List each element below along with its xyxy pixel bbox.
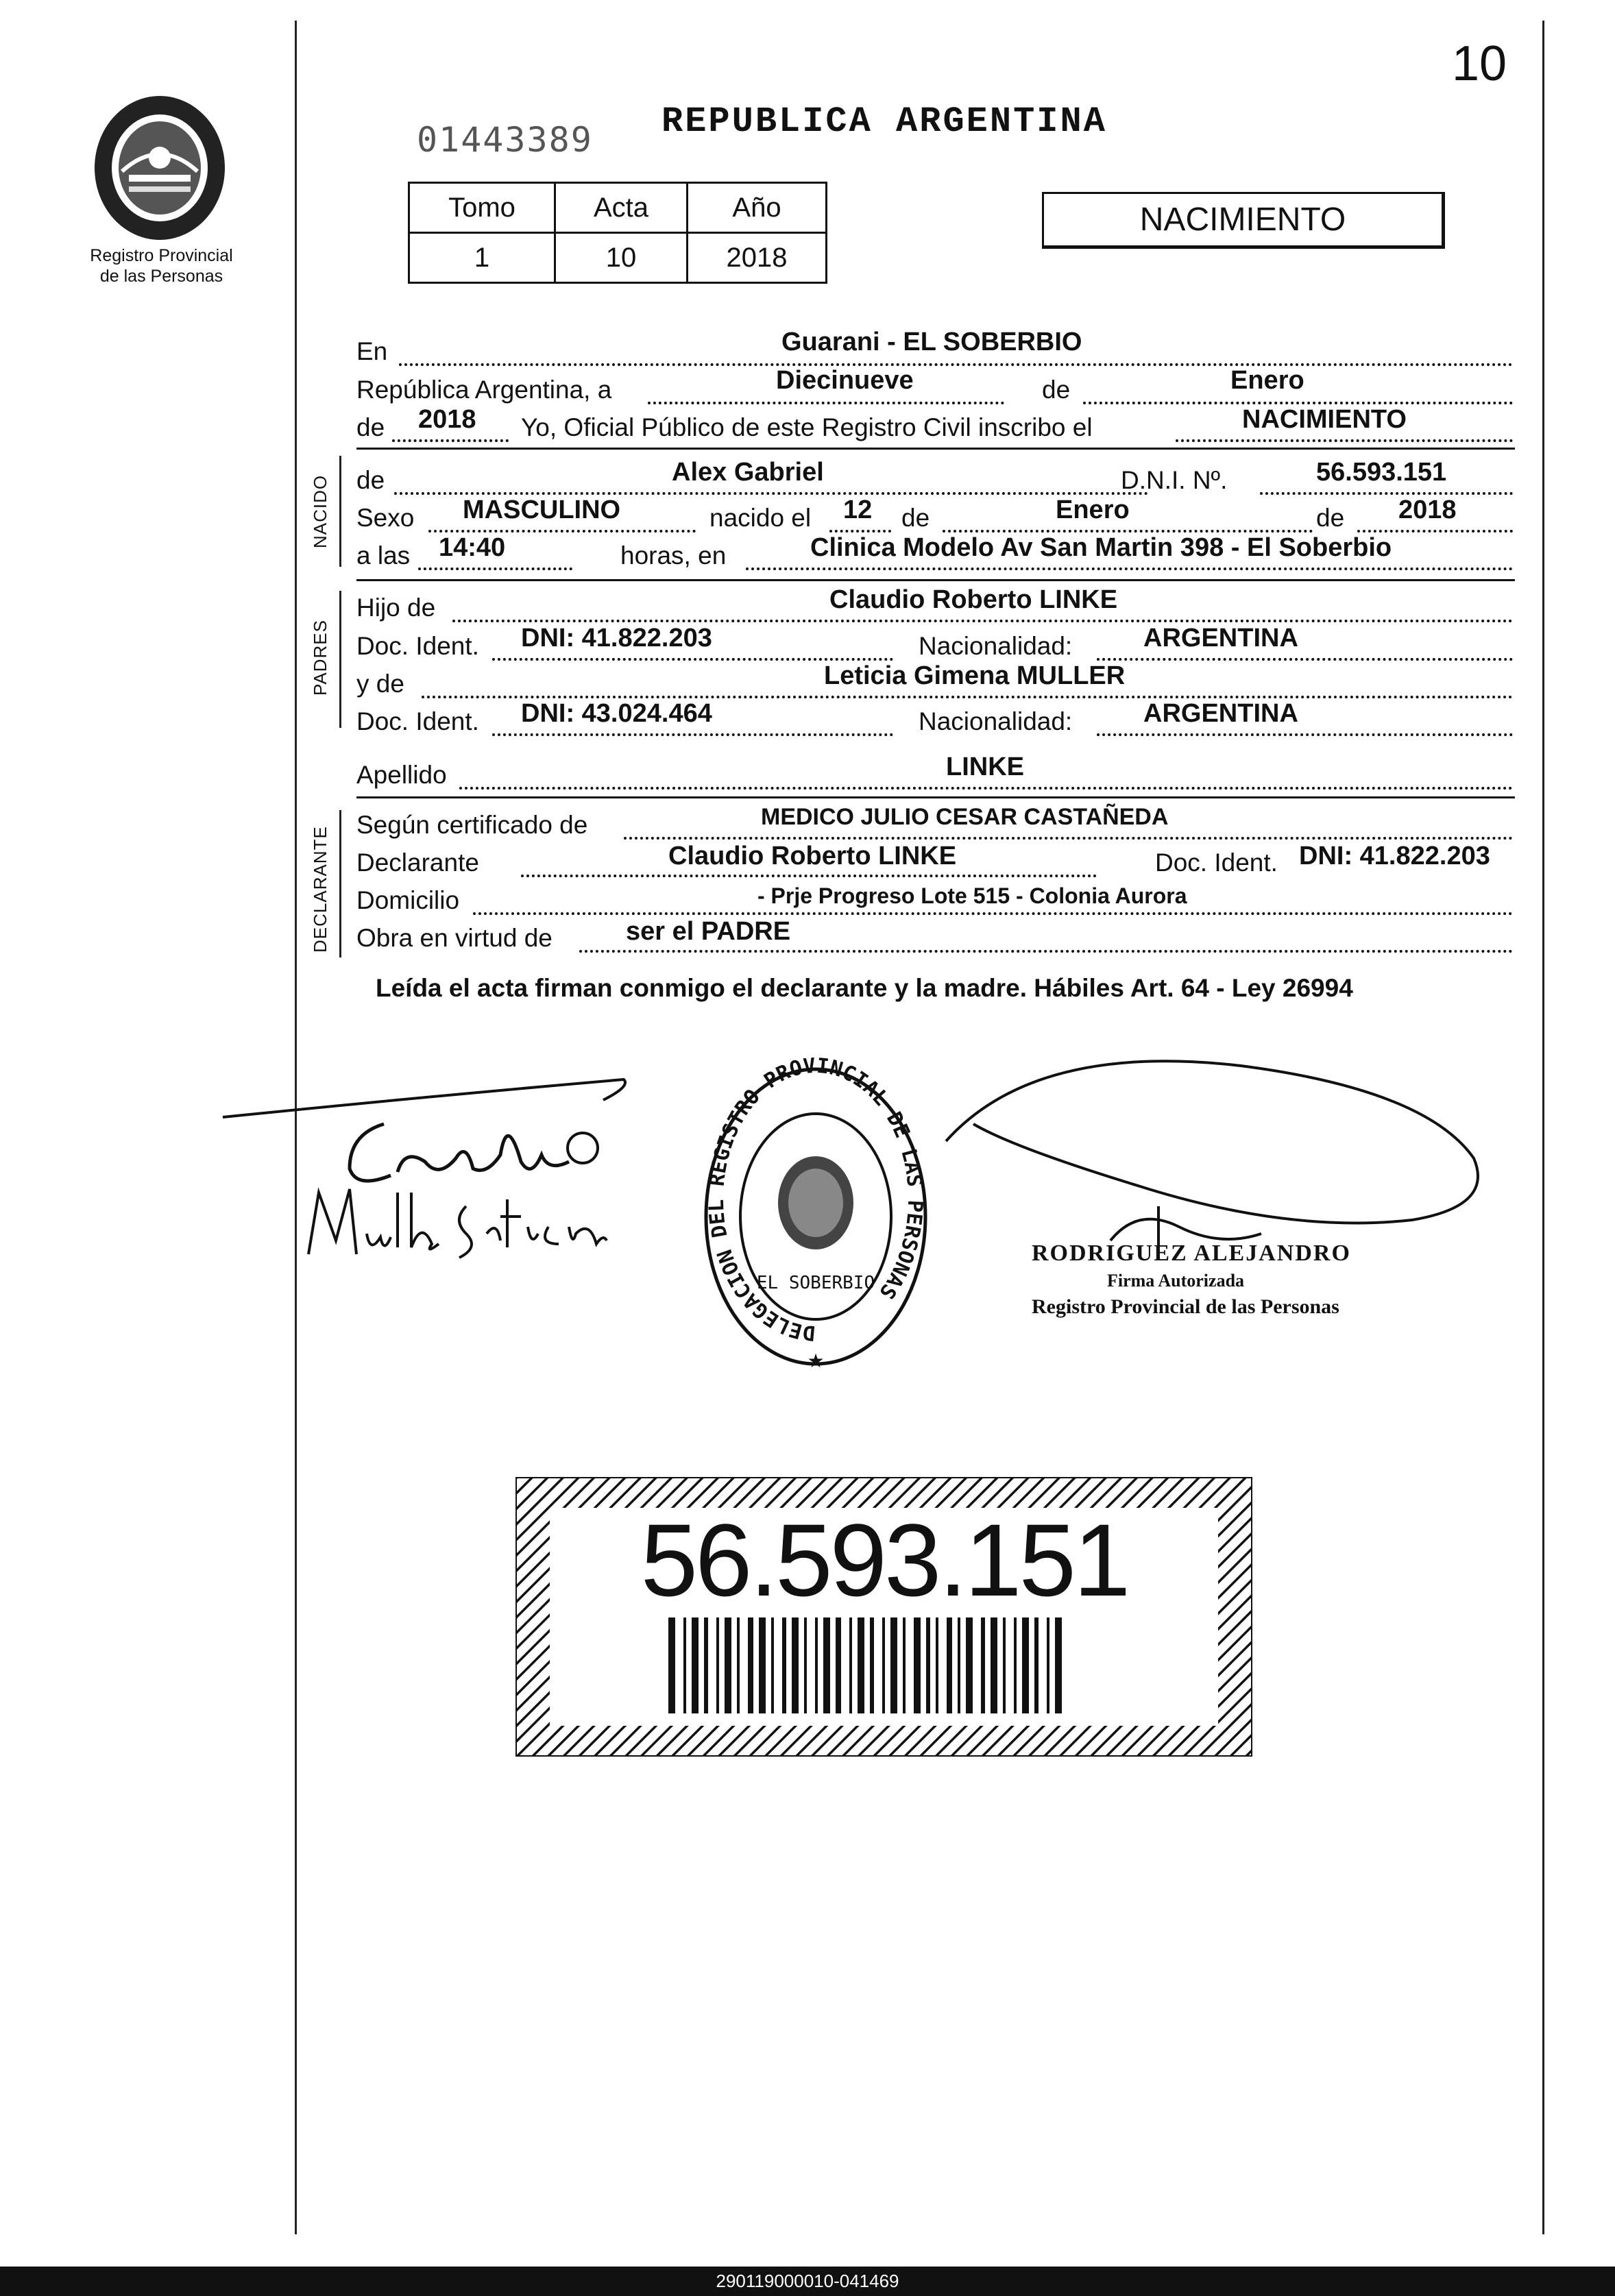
label-republica: República Argentina, a bbox=[356, 376, 612, 404]
value-event: NACIMIENTO bbox=[1242, 405, 1407, 434]
barcode-bar bbox=[966, 1617, 973, 1713]
label-obra: Obra en virtud de bbox=[356, 924, 552, 952]
logo-caption bbox=[74, 245, 249, 286]
section-bar-nacido bbox=[339, 456, 341, 567]
value-birth-month: Enero bbox=[1056, 496, 1130, 524]
value-anio: 2018 bbox=[688, 233, 827, 283]
barcode-bar bbox=[771, 1617, 774, 1713]
label-mother-doc: Doc. Ident. bbox=[356, 707, 479, 735]
barcode-bar bbox=[759, 1617, 766, 1713]
barcode-bar bbox=[704, 1617, 708, 1713]
barcode-bar bbox=[1047, 1617, 1049, 1713]
barcode-bar bbox=[725, 1617, 731, 1713]
official-stamp bbox=[699, 1055, 932, 1378]
dotted-line bbox=[452, 620, 1513, 622]
value-father-name: Claudio Roberto LINKE bbox=[829, 585, 1118, 614]
dotted-line bbox=[1097, 658, 1513, 661]
authorized-signature-block bbox=[1032, 1241, 1351, 1319]
barcode-icon bbox=[668, 1617, 1107, 1713]
barcode-bar bbox=[870, 1617, 874, 1713]
sticker-dni-number: 56.593.151 bbox=[640, 1502, 1128, 1617]
value-mother-name: Leticia Gimena MULLER bbox=[824, 661, 1126, 690]
dotted-line bbox=[399, 363, 1513, 366]
dotted-line bbox=[394, 492, 1148, 495]
section-separator bbox=[356, 579, 1515, 581]
section-label-padres: PADRES bbox=[310, 620, 330, 696]
dotted-line bbox=[829, 530, 891, 533]
stamp-star-icon: ★ bbox=[807, 1350, 825, 1371]
tomo-acta-anio-table bbox=[408, 182, 827, 284]
barcode-bar bbox=[836, 1617, 841, 1713]
row-mother-doc bbox=[356, 699, 1511, 740]
handwritten-signature-muller bbox=[302, 1179, 617, 1268]
dotted-line bbox=[1097, 733, 1513, 736]
country-title: REPUBLICA ARGENTINA bbox=[661, 101, 1107, 142]
value-father-doc: DNI: 41.822.203 bbox=[521, 624, 712, 652]
header-anio: Año bbox=[688, 183, 827, 233]
stamp-inner-text: EL SOBERBIO bbox=[756, 1273, 875, 1293]
dotted-line bbox=[943, 530, 1313, 533]
signature-official-role: Firma Autorizada bbox=[1107, 1271, 1245, 1291]
dotted-line bbox=[746, 567, 1513, 570]
label-hijo-de: Hijo de bbox=[356, 594, 436, 622]
label-declarante-doc: Doc. Ident. bbox=[1155, 848, 1278, 877]
value-certificado: MEDICO JULIO CESAR CASTAÑEDA bbox=[761, 804, 1169, 830]
row-year-inscribo bbox=[356, 405, 1511, 446]
record-type-box: NACIMIENTO bbox=[1042, 192, 1445, 249]
footer-code-bar: 290119000010-041469 bbox=[0, 2267, 1615, 2296]
value-year: 2018 bbox=[418, 405, 476, 434]
value-day: Diecinueve bbox=[776, 366, 914, 395]
dotted-line bbox=[428, 530, 696, 533]
right-margin-line bbox=[1542, 21, 1544, 2234]
misiones-coat-of-arms-logo bbox=[81, 82, 239, 247]
label-declarante: Declarante bbox=[356, 848, 479, 877]
value-month: Enero bbox=[1230, 366, 1304, 395]
label-domicilio: Domicilio bbox=[356, 886, 460, 914]
value-acta: 10 bbox=[555, 233, 688, 283]
value-child-dni: 56.593.151 bbox=[1316, 458, 1447, 487]
label-de-month: de bbox=[901, 504, 930, 532]
barcode-bar bbox=[858, 1617, 864, 1713]
value-mother-doc: DNI: 43.024.464 bbox=[521, 699, 712, 728]
barcode-bar bbox=[882, 1617, 885, 1713]
label-certificado: Según certificado de bbox=[356, 811, 588, 839]
barcode-bar bbox=[991, 1617, 997, 1713]
label-father-nationality: Nacionalidad: bbox=[919, 632, 1073, 660]
row-apellido bbox=[356, 753, 1511, 794]
barcode-bar bbox=[804, 1617, 807, 1713]
section-label-declarante: DECLARANTE bbox=[310, 826, 330, 953]
barcode-bar bbox=[849, 1617, 852, 1713]
dotted-line bbox=[1176, 439, 1513, 442]
value-tomo: 1 bbox=[409, 233, 555, 283]
dotted-line bbox=[648, 402, 1004, 404]
value-mother-nationality: ARGENTINA bbox=[1143, 699, 1298, 728]
barcode-bar bbox=[947, 1617, 952, 1713]
row-name-dni bbox=[356, 458, 1511, 499]
label-inscribo: Yo, Oficial Público de este Registro Civil inscribo el bbox=[521, 413, 1093, 441]
dotted-line bbox=[1260, 492, 1513, 495]
label-nacido-el: nacido el bbox=[709, 504, 812, 532]
row-father-doc bbox=[356, 624, 1511, 665]
barcode-bar bbox=[683, 1617, 686, 1713]
row-republica-date bbox=[356, 366, 1511, 408]
signature-official-org: Registro Provincial de las Personas bbox=[1032, 1295, 1339, 1318]
dotted-line bbox=[492, 733, 893, 736]
logo-caption-line1: Registro Provincial bbox=[90, 246, 233, 265]
label-sexo: Sexo bbox=[356, 504, 415, 532]
barcode-bar bbox=[823, 1617, 830, 1713]
row-hijo-de bbox=[356, 585, 1511, 626]
dotted-line bbox=[422, 696, 1513, 698]
closing-text: Leída el acta firman conmigo el declarante y la madre. Hábiles Art. 64 - Ley 26994 bbox=[376, 974, 1353, 1002]
row-en bbox=[356, 328, 1511, 370]
label-de-birth-year: de bbox=[1316, 504, 1345, 532]
section-bar-padres bbox=[339, 591, 341, 728]
value-sexo: MASCULINO bbox=[463, 496, 621, 524]
dotted-line bbox=[1083, 402, 1513, 404]
label-en: En bbox=[356, 337, 388, 365]
barcode-bar bbox=[668, 1617, 675, 1713]
label-de-year: de bbox=[356, 413, 385, 441]
value-domicilio: - Prje Progreso Lote 515 - Colonia Aurora bbox=[757, 883, 1187, 908]
barcode-bar bbox=[748, 1617, 753, 1713]
row-time-place bbox=[356, 533, 1511, 574]
dotted-line bbox=[624, 837, 1513, 840]
label-a-las: a las bbox=[356, 541, 411, 570]
section-bar-declarante bbox=[339, 810, 341, 957]
dotted-line bbox=[392, 439, 509, 442]
value-birth-place: Clinica Modelo Av San Martin 398 - El Soberbio bbox=[810, 533, 1392, 562]
value-obra: ser el PADRE bbox=[626, 917, 791, 946]
dotted-line bbox=[459, 787, 1513, 790]
dotted-line bbox=[1357, 530, 1513, 533]
label-de: de bbox=[1042, 376, 1071, 404]
serial-number: 01443389 bbox=[417, 120, 593, 160]
barcode-bar bbox=[958, 1617, 960, 1713]
row-sexo-nacido bbox=[356, 496, 1511, 537]
row-obra bbox=[356, 917, 1511, 957]
value-declarante-name: Claudio Roberto LINKE bbox=[668, 842, 957, 870]
dotted-line bbox=[521, 875, 1097, 877]
label-mother-nationality: Nacionalidad: bbox=[919, 707, 1073, 735]
value-declarante-doc: DNI: 41.822.203 bbox=[1299, 842, 1490, 870]
section-label-nacido: NACIDO bbox=[310, 474, 330, 548]
label-de-name: de bbox=[356, 466, 385, 494]
table-value-row bbox=[409, 233, 827, 283]
logo-caption-line2: de las Personas bbox=[99, 267, 223, 286]
value-birth-year: 2018 bbox=[1398, 496, 1457, 524]
page-number: 10 bbox=[1452, 36, 1507, 91]
row-y-de bbox=[356, 661, 1511, 703]
barcode-bar bbox=[981, 1617, 985, 1713]
stamp-ring-text: DELEGACION DEL REGISTRO PROVINCIAL DE LAS PERSONAS bbox=[704, 1055, 927, 1345]
row-certificado bbox=[356, 804, 1511, 844]
value-father-nationality: ARGENTINA bbox=[1143, 624, 1298, 652]
dotted-line bbox=[579, 950, 1513, 953]
barcode-bar bbox=[1003, 1617, 1006, 1713]
section-separator bbox=[356, 448, 1515, 450]
label-horas-en: horas, en bbox=[620, 541, 727, 570]
value-time: 14:40 bbox=[439, 533, 506, 562]
barcode-bar bbox=[815, 1617, 818, 1713]
barcode-bar bbox=[1022, 1617, 1029, 1713]
barcode-bar bbox=[716, 1617, 719, 1713]
dotted-line bbox=[418, 567, 572, 570]
barcode-bar bbox=[692, 1617, 699, 1713]
barcode-bar bbox=[914, 1617, 921, 1713]
label-dni: D.N.I. Nº. bbox=[1121, 466, 1228, 494]
header-tomo: Tomo bbox=[409, 183, 555, 233]
barcode-bar bbox=[1055, 1617, 1062, 1713]
header-acta: Acta bbox=[555, 183, 688, 233]
barcode-bar bbox=[936, 1617, 938, 1713]
barcode-bar bbox=[737, 1617, 740, 1713]
barcode-bar bbox=[903, 1617, 906, 1713]
barcode-bar bbox=[1034, 1617, 1039, 1713]
value-apellido: LINKE bbox=[946, 753, 1024, 781]
value-place: Guarani - EL SOBERBIO bbox=[781, 328, 1082, 356]
value-birth-day: 12 bbox=[843, 496, 873, 524]
signature-official-name: RODRIGUEZ ALEJANDRO bbox=[1032, 1241, 1351, 1266]
barcode-bar bbox=[1014, 1617, 1017, 1713]
value-child-name: Alex Gabriel bbox=[672, 458, 824, 487]
row-declarante bbox=[356, 842, 1511, 881]
label-y-de: y de bbox=[356, 670, 404, 698]
row-domicilio bbox=[356, 883, 1511, 919]
dotted-line bbox=[492, 658, 893, 661]
barcode-bar bbox=[782, 1617, 786, 1713]
dotted-line bbox=[473, 912, 1513, 915]
barcode-bar bbox=[890, 1617, 897, 1713]
barcode-bar bbox=[792, 1617, 799, 1713]
label-father-doc: Doc. Ident. bbox=[356, 632, 479, 660]
table-header-row bbox=[409, 183, 827, 233]
barcode-bar bbox=[926, 1617, 930, 1713]
label-apellido: Apellido bbox=[356, 761, 447, 789]
section-separator bbox=[356, 796, 1515, 798]
